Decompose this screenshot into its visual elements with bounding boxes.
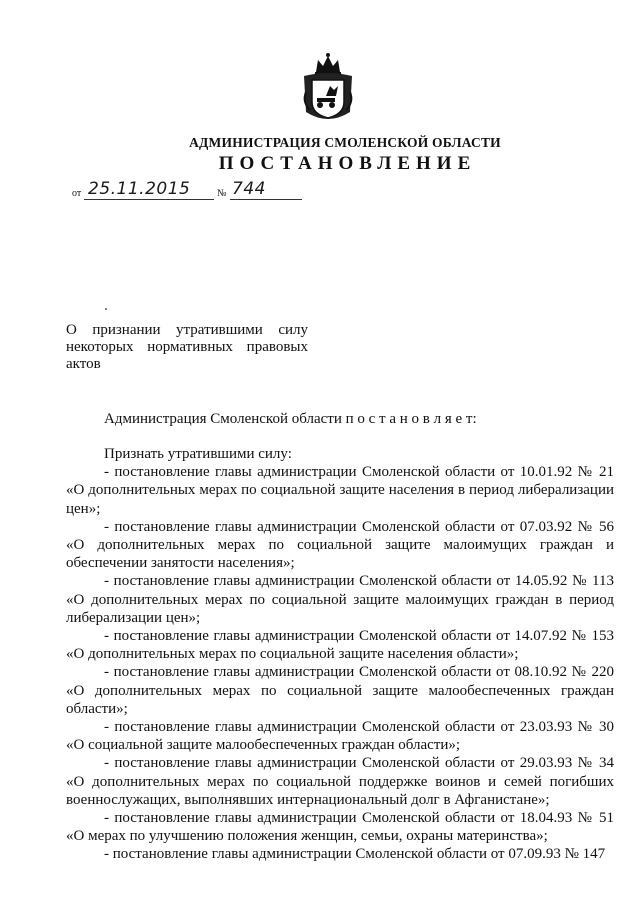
body-intro: Признать утратившими силу: bbox=[104, 446, 292, 462]
list-item: - постановление главы администрации Смоленской области от 07.03.92 № 56 «О дополнительных мерах по социальной защите малоимущих граждан и обеспечении занятости населения»; bbox=[66, 518, 614, 572]
list-item: - постановление главы администрации Смоленской области от 08.10.92 № 220 «О дополнительных мерах по социальной защите малообеспеченных граждан области»; bbox=[66, 664, 614, 717]
list-item: - постановление главы администрации Смоленской области от 29.03.93 № 34 «О дополнительных мерах по социальной поддержке воинов и семей погибших военнослужащих, выполнявших интернациональный долг в Афганистане»; bbox=[66, 755, 614, 808]
handwritten-number: 744 bbox=[232, 179, 266, 199]
preamble: Администрация Смоленской области п о с т а н о в л я е т: bbox=[104, 411, 477, 427]
coat-of-arms-icon bbox=[298, 52, 358, 124]
number-prefix: № bbox=[217, 188, 227, 199]
handwritten-date: 25.11.2015 bbox=[88, 179, 191, 199]
document-subject: О признании утратившими силу некоторых нормативных правовых актов bbox=[66, 322, 308, 372]
document-type-title: ПОСТАНОВЛЕНИЕ bbox=[218, 153, 477, 174]
list-item: - постановление главы администрации Смоленской области от 14.05.92 № 113 «О дополнительных мерах по социальной защите малоимущих граждан в период либерализации цен»; bbox=[66, 573, 614, 626]
list-item: - постановление главы администрации Смоленской области от 23.03.93 № 30 «О социальной защите малообеспеченных граждан области»; bbox=[66, 719, 614, 754]
list-item: - постановление главы администрации Смоленской области от 14.07.92 № 153 «О дополнительных мерах по социальной защите населения области»; bbox=[66, 628, 614, 663]
list-item: - постановление главы администрации Смоленской области от 18.04.93 № 51 «О мерах по улучшению положения женщин, семьи, охраны материнства»; bbox=[66, 810, 614, 845]
date-number-line bbox=[72, 180, 312, 202]
list-item: - постановление главы администрации Смоленской области от 10.01.92 № 21 «О дополнительных мерах по социальной защите населения в период либерализации цен»; bbox=[66, 464, 614, 517]
list-item: - постановление главы администрации Смоленской области от 07.09.93 № 147 bbox=[104, 846, 606, 863]
date-underline bbox=[84, 199, 214, 200]
document-body bbox=[66, 445, 614, 864]
organization-title: АДМИНИСТРАЦИЯ СМОЛЕНСКОЙ ОБЛАСТИ bbox=[189, 135, 501, 150]
number-underline bbox=[230, 199, 302, 200]
date-prefix: от bbox=[72, 188, 82, 199]
scan-artifact bbox=[105, 308, 107, 310]
